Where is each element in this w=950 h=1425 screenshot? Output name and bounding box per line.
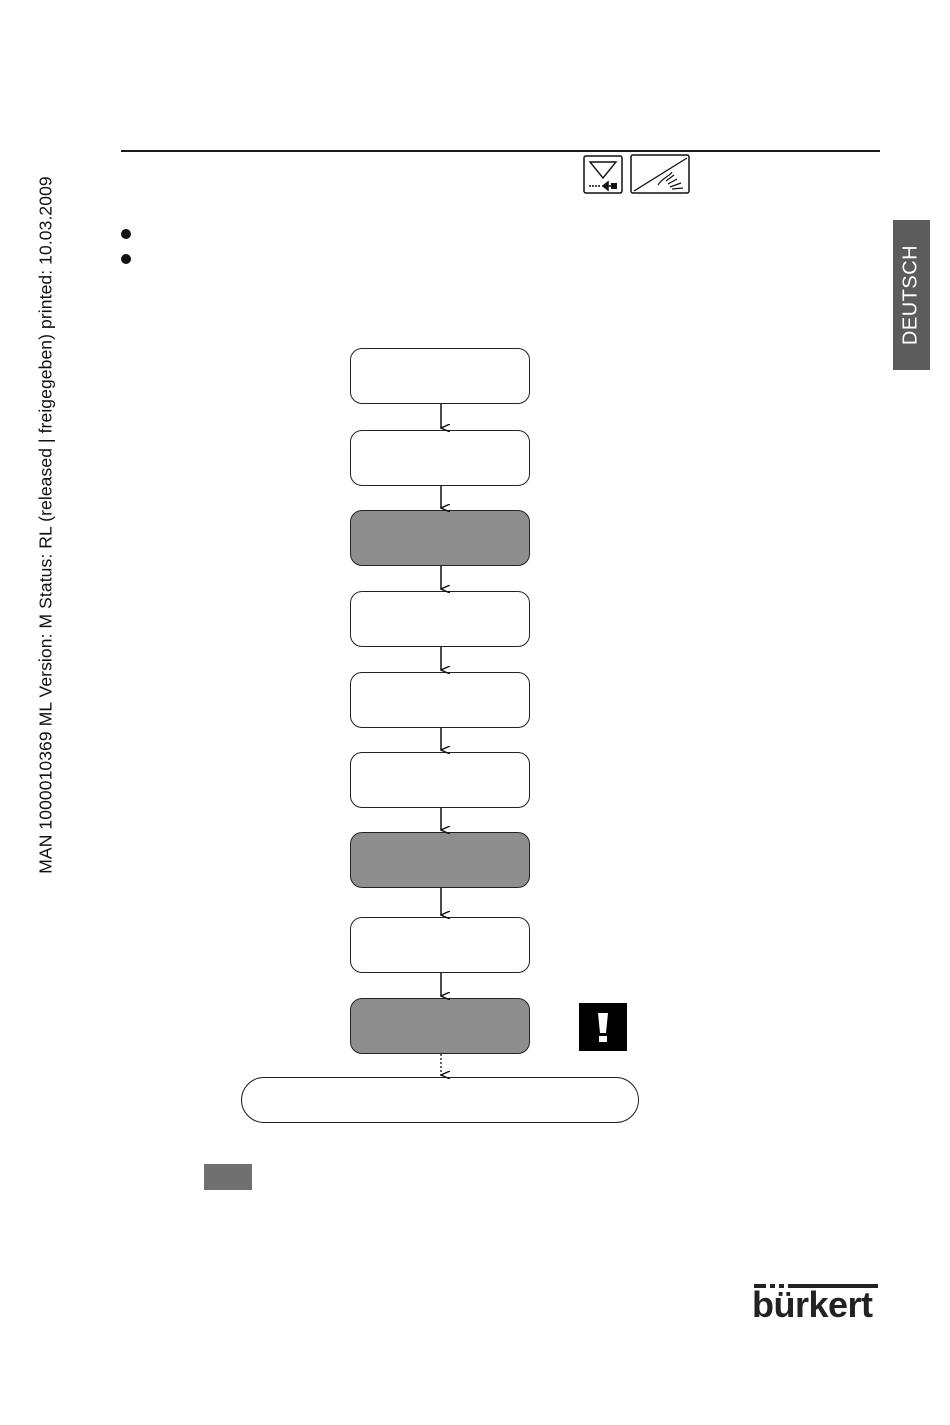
caution-icon: [579, 1003, 627, 1051]
language-tab-label: DEUTSCH: [899, 244, 922, 346]
select-mode-icon: [584, 156, 622, 193]
flow-step: [350, 591, 530, 647]
document-metadata: MAN 1000010369 ML Version: M Status: RL (released | freigegeben) printed: 10.03.2009: [35, 176, 56, 874]
flow-step: [350, 672, 530, 728]
manual-operation-icon: [631, 155, 689, 193]
flow-step: [350, 752, 530, 808]
logo-text: bürkert: [752, 1284, 873, 1325]
flow-step: [350, 348, 530, 404]
flow-step: [350, 430, 530, 486]
flow-end-step: [241, 1077, 639, 1123]
flow-step: [350, 832, 530, 888]
flow-step: [350, 917, 530, 973]
language-tab[interactable]: [893, 220, 930, 370]
header-rule: [121, 150, 880, 152]
burkert-logo: [752, 1282, 880, 1326]
bullet-point: [121, 254, 131, 264]
bullet-point: [121, 229, 131, 239]
legend-swatch: [204, 1164, 252, 1190]
flow-step: [350, 510, 530, 566]
flow-step: [350, 998, 530, 1054]
